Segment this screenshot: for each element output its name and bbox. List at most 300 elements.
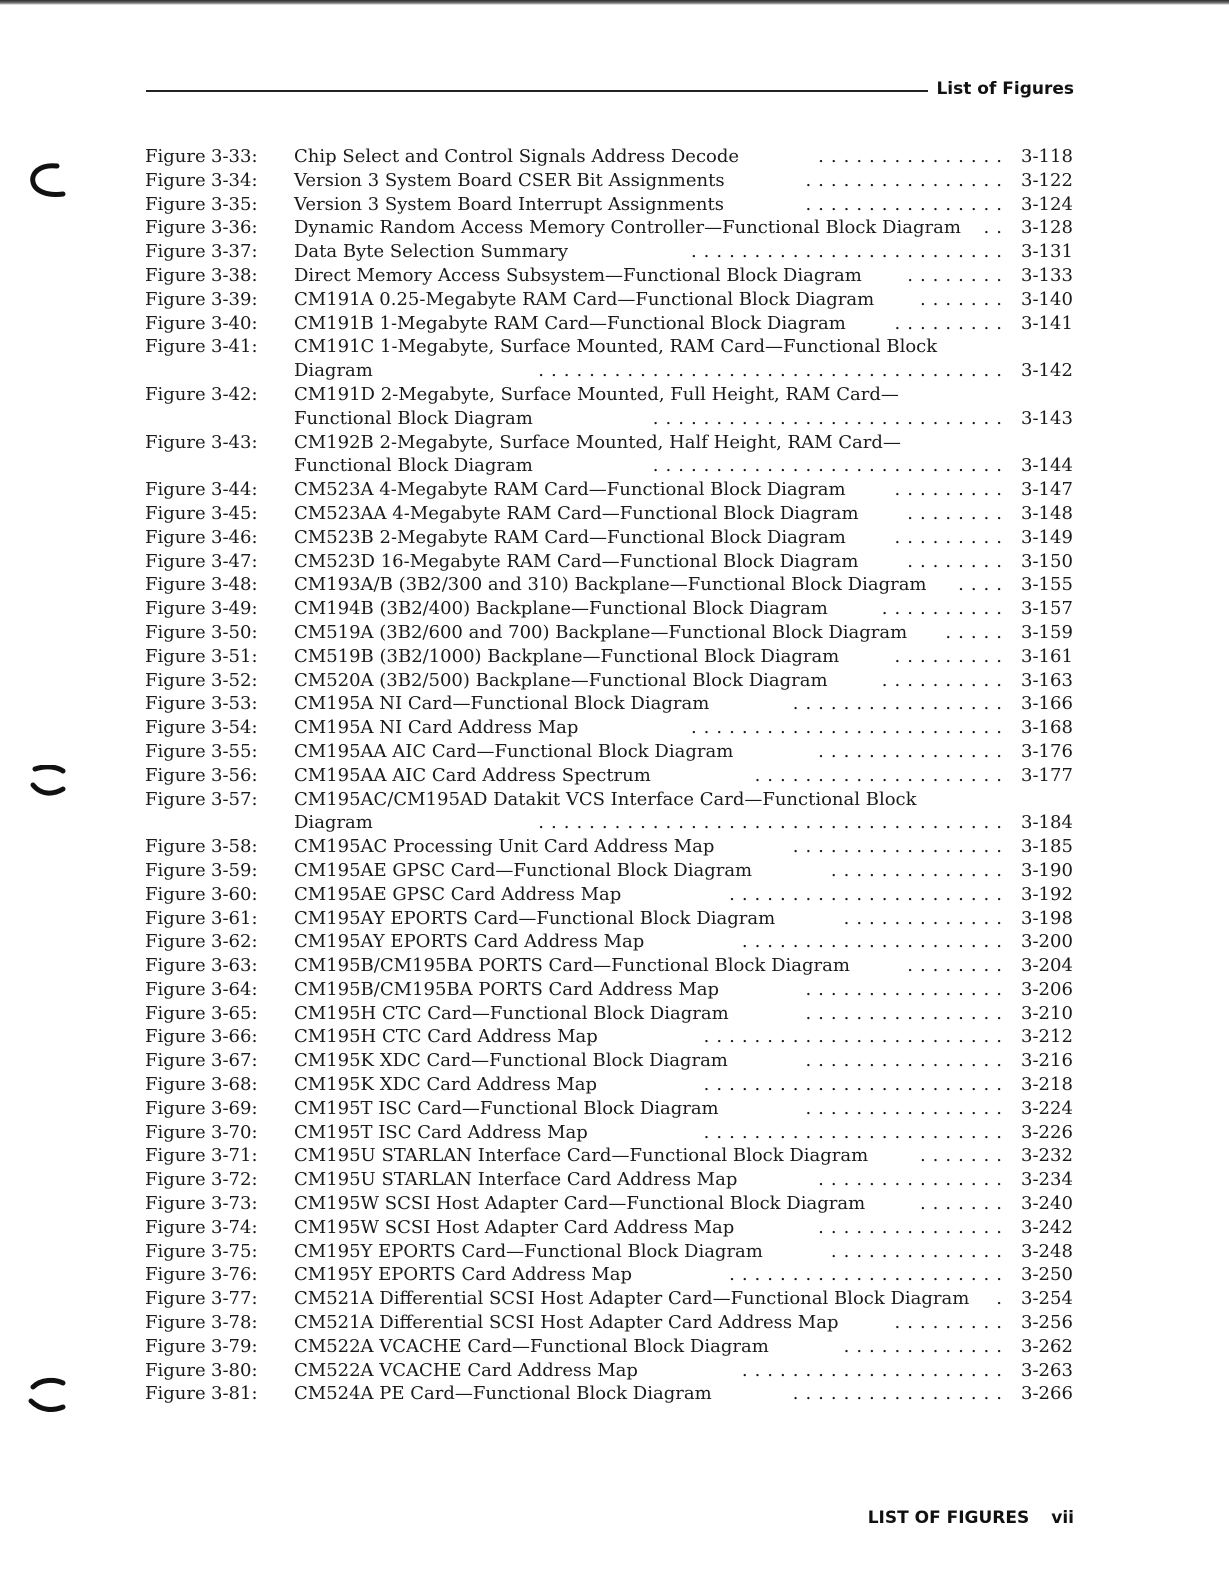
figure-label: Figure [145,859,206,881]
figure-title: CM195T ISC Card Address Map [294,1121,588,1143]
figure-page-ref: 3-190 [1021,859,1073,881]
figure-label: Figure [145,1145,206,1167]
figure-label: Figure [145,241,206,263]
leader-dots: ............................ [652,455,1009,477]
figure-number: 3-55: [211,740,258,762]
leader-dots: ............. [843,1335,1009,1357]
leader-dots: ................. [792,1383,1009,1405]
figure-page-ref: 3-157 [1021,598,1073,620]
toc-row [0,716,1229,740]
figure-title: CM519B (3B2/1000) Backplane—Functional Block Diagram [294,645,840,667]
leader-dots: ..................................... [538,360,1009,382]
figure-title: CM195AA AIC Card—Functional Block Diagram [294,740,734,762]
leader-dots: ................ [805,193,1009,215]
leader-dots: ................ [805,1002,1009,1024]
figure-number: 3-35: [211,193,258,215]
figure-label: Figure [145,1193,206,1215]
figure-label: Figure [145,193,206,215]
figure-title: CM195Y EPORTS Card Address Map [294,1264,633,1286]
toc-row [0,502,1229,526]
figure-title: CM195AE GPSC Card—Functional Block Diagram [294,859,753,881]
figure-title: CM195K XDC Card Address Map [294,1074,598,1096]
figure-title: CM523A 4-Megabyte RAM Card—Functional Block Diagram [294,479,846,501]
figure-label: Figure [145,312,206,334]
figure-number: 3-79: [211,1335,258,1357]
figure-label: Figure [145,1169,206,1191]
figure-page-ref: 3-250 [1021,1264,1073,1286]
figure-title: Version 3 System Board CSER Bit Assignments [294,169,725,191]
toc-row [0,954,1229,978]
figure-number: 3-77: [211,1288,258,1310]
figure-number: 3-63: [211,955,258,977]
figure-title: CM195AA AIC Card Address Spectrum [294,764,651,786]
leader-dots: ..................................... [538,812,1009,834]
figure-label: Figure [145,764,206,786]
toc-row [0,193,1229,217]
footer-section-title: LIST OF FIGURES [867,1508,1030,1528]
figure-number: 3-72: [211,1169,258,1191]
toc-row [0,835,1229,859]
figure-number: 3-64: [211,978,258,1000]
toc-row [0,907,1229,931]
leader-dots: ......... [894,645,1009,667]
toc-row [0,1168,1229,1192]
figure-label: Figure [145,383,206,405]
figure-title: CM195Y EPORTS Card—Functional Block Diagram [294,1240,763,1262]
figure-title: CM522A VCACHE Card Address Map [294,1359,638,1381]
figure-page-ref: 3-184 [1021,812,1073,834]
figure-label: Figure [145,1240,206,1262]
figure-title: CM523AA 4-Megabyte RAM Card—Functional Block Diagram [294,502,859,524]
toc-row [0,1121,1229,1145]
figure-page-ref: 3-177 [1021,764,1073,786]
figure-number: 3-44: [211,479,258,501]
figure-page-ref: 3-128 [1021,217,1073,239]
figure-label: Figure [145,1335,206,1357]
leader-dots: ..... [945,621,1009,643]
figure-number: 3-47: [211,550,258,572]
figure-title: Functional Block Diagram [294,455,533,477]
figure-title: CM195AE GPSC Card Address Map [294,883,622,905]
toc-row [0,740,1229,764]
figure-number: 3-51: [211,645,258,667]
figure-title: Diagram [294,812,373,834]
figure-title: CM191B 1-Megabyte RAM Card—Functional Block Diagram [294,312,846,334]
figure-number: 3-57: [211,788,258,810]
figure-number: 3-52: [211,669,258,691]
figure-title: Version 3 System Board Interrupt Assignments [294,193,724,215]
figure-number: 3-40: [211,312,258,334]
figure-page-ref: 3-142 [1021,360,1073,382]
figure-page-ref: 3-200 [1021,931,1073,953]
figure-page-ref: 3-224 [1021,1097,1073,1119]
figure-page-ref: 3-122 [1021,169,1073,191]
figure-page-ref: 3-256 [1021,1312,1073,1334]
figure-page-ref: 3-242 [1021,1216,1073,1238]
leader-dots: ......... [894,479,1009,501]
figure-page-ref: 3-166 [1021,693,1073,715]
figure-label: Figure [145,788,206,810]
figure-title: CM521A Differential SCSI Host Adapter Card—Functional Block Diagram [294,1288,970,1310]
leader-dots: ........................ [703,1121,1009,1143]
figure-page-ref: 3-206 [1021,978,1073,1000]
figure-page-ref: 3-192 [1021,883,1073,905]
leader-dots: ................. [792,693,1009,715]
figure-title: CM195H CTC Card—Functional Block Diagram [294,1002,729,1024]
figure-label: Figure [145,1312,206,1334]
figure-number: 3-56: [211,764,258,786]
leader-dots: ................ [805,1050,1009,1072]
figure-label: Figure [145,431,206,453]
figure-page-ref: 3-216 [1021,1050,1073,1072]
figure-label: Figure [145,621,206,643]
figure-page-ref: 3-133 [1021,264,1073,286]
figure-title: CM195AY EPORTS Card Address Map [294,931,645,953]
toc-row [0,216,1229,240]
figure-number: 3-68: [211,1074,258,1096]
toc-row [0,669,1229,693]
toc-row [0,526,1229,550]
leader-dots: ............... [818,1169,1009,1191]
leader-dots: .......... [881,598,1009,620]
figure-number: 3-70: [211,1121,258,1143]
leader-dots: ...................... [729,883,1009,905]
figure-page-ref: 3-248 [1021,1240,1073,1262]
toc-row [0,478,1229,502]
leader-dots: ....... [919,288,1009,310]
leader-dots: ......... [894,526,1009,548]
leader-dots: . [996,1288,1009,1310]
figure-number: 3-39: [211,288,258,310]
figure-number: 3-53: [211,693,258,715]
toc-row [0,312,1229,336]
figure-number: 3-69: [211,1097,258,1119]
figure-title: CM191D 2-Megabyte, Surface Mounted, Full Height, RAM Card— [294,383,899,405]
figure-page-ref: 3-262 [1021,1335,1073,1357]
leader-dots: ......... [894,312,1009,334]
figure-page-ref: 3-234 [1021,1169,1073,1191]
figure-number: 3-48: [211,574,258,596]
leader-dots: .............. [830,1240,1009,1262]
toc-row [0,431,1229,455]
figure-page-ref: 3-144 [1021,455,1073,477]
figure-number: 3-33: [211,146,258,167]
toc-row [0,1263,1229,1287]
figure-page-ref: 3-218 [1021,1074,1073,1096]
figure-number: 3-36: [211,217,258,239]
figure-number: 3-75: [211,1240,258,1262]
figure-title: CM195B/CM195BA PORTS Card Address Map [294,978,720,1000]
figure-page-ref: 3-185 [1021,836,1073,858]
leader-dots: ............. [843,907,1009,929]
figure-number: 3-67: [211,1050,258,1072]
figure-label: Figure [145,978,206,1000]
toc-row [0,550,1229,574]
figure-label: Figure [145,1288,206,1310]
figure-title: CM193A/B (3B2/300 and 310) Backplane—Functional Block Diagram [294,574,927,596]
leader-dots: ......................... [690,717,1009,739]
figure-label: Figure [145,146,206,167]
figure-number: 3-50: [211,621,258,643]
toc-row [0,764,1229,788]
toc-row [0,1335,1229,1359]
figure-page-ref: 3-232 [1021,1145,1073,1167]
figure-label: Figure [145,336,206,358]
leader-dots: .......... [881,669,1009,691]
figure-label: Figure [145,836,206,858]
toc-row [0,1049,1229,1073]
figure-title: CM195K XDC Card—Functional Block Diagram [294,1050,728,1072]
figure-number: 3-59: [211,859,258,881]
figure-title: CM195AC Processing Unit Card Address Map [294,836,715,858]
figure-label: Figure [145,907,206,929]
leader-dots: ................ [805,978,1009,1000]
figure-title: CM195B/CM195BA PORTS Card—Functional Block Diagram [294,955,850,977]
toc-row [0,145,1229,169]
leader-dots: ..................... [741,1359,1009,1381]
figure-page-ref: 3-240 [1021,1193,1073,1215]
leader-dots: ........................ [703,1074,1009,1096]
figure-label: Figure [145,1050,206,1072]
figure-number: 3-80: [211,1359,258,1381]
figure-page-ref: 3-150 [1021,550,1073,572]
scan-edge [0,0,1229,5]
toc-row [0,169,1229,193]
figure-label: Figure [145,1383,206,1405]
leader-dots: ................ [805,169,1009,191]
figure-label: Figure [145,479,206,501]
figure-number: 3-76: [211,1264,258,1286]
figure-number: 3-34: [211,169,258,191]
figure-label: Figure [145,693,206,715]
figure-label: Figure [145,526,206,548]
figure-title: CM523B 2-Megabyte RAM Card—Functional Block Diagram [294,526,846,548]
leader-dots: ........ [907,264,1009,286]
figure-label: Figure [145,1097,206,1119]
figure-label: Figure [145,288,206,310]
figure-number: 3-49: [211,598,258,620]
figure-page-ref: 3-254 [1021,1288,1073,1310]
figure-page-ref: 3-147 [1021,479,1073,501]
figure-title: CM195A NI Card Address Map [294,717,579,739]
figure-title: CM523D 16-Megabyte RAM Card—Functional Block Diagram [294,550,859,572]
toc-row [0,1002,1229,1026]
figure-label: Figure [145,669,206,691]
toc-row [0,1240,1229,1264]
figure-title: CM195W SCSI Host Adapter Card—Functional Block Diagram [294,1193,866,1215]
figure-number: 3-46: [211,526,258,548]
figure-number: 3-43: [211,431,258,453]
toc-row [0,1287,1229,1311]
figure-page-ref: 3-118 [1021,146,1073,167]
figure-title: CM522A VCACHE Card—Functional Block Diagram [294,1335,769,1357]
figure-title: Data Byte Selection Summary [294,241,569,263]
figure-page-ref: 3-131 [1021,241,1073,263]
figure-number: 3-38: [211,264,258,286]
toc-row [0,359,1229,383]
page-number: vii [1051,1508,1074,1528]
toc-row [0,621,1229,645]
figure-number: 3-58: [211,836,258,858]
toc-row [0,573,1229,597]
toc-row [0,335,1229,359]
figure-page-ref: 3-266 [1021,1383,1073,1405]
figure-number: 3-61: [211,907,258,929]
figure-title: Diagram [294,360,373,382]
figure-title: CM195T ISC Card—Functional Block Diagram [294,1097,719,1119]
leader-dots: ............... [818,740,1009,762]
figure-title: CM195U STARLAN Interface Card—Functional Block Diagram [294,1145,869,1167]
figure-number: 3-71: [211,1145,258,1167]
figure-number: 3-41: [211,336,258,358]
figure-page-ref: 3-198 [1021,907,1073,929]
figure-number: 3-74: [211,1216,258,1238]
figure-title: CM521A Differential SCSI Host Adapter Card Address Map [294,1312,839,1334]
figure-title: CM195A NI Card—Functional Block Diagram [294,693,710,715]
figure-label: Figure [145,955,206,977]
toc-row [0,454,1229,478]
figure-page-ref: 3-141 [1021,312,1073,334]
figure-number: 3-62: [211,931,258,953]
figure-title: CM519A (3B2/600 and 700) Backplane—Functional Block Diagram [294,621,908,643]
figure-label: Figure [145,931,206,953]
toc-row [0,288,1229,312]
figure-page-ref: 3-124 [1021,193,1073,215]
figure-page-ref: 3-176 [1021,740,1073,762]
leader-dots: ......................... [690,241,1009,263]
toc-row [0,859,1229,883]
figure-page-ref: 3-161 [1021,645,1073,667]
figure-title: Chip Select and Control Signals Address Decode [294,146,740,167]
running-header: List of Figures [936,79,1074,99]
list-of-figures [0,145,1229,1406]
figure-number: 3-66: [211,1026,258,1048]
figure-page-ref: 3-163 [1021,669,1073,691]
figure-page-ref: 3-155 [1021,574,1073,596]
figure-page-ref: 3-140 [1021,288,1073,310]
figure-page-ref: 3-263 [1021,1359,1073,1381]
toc-row [0,1216,1229,1240]
leader-dots: .............. [830,859,1009,881]
header-rule [146,90,928,92]
toc-row [0,240,1229,264]
figure-number: 3-60: [211,883,258,905]
figure-label: Figure [145,1026,206,1048]
toc-row [0,1382,1229,1406]
figure-page-ref: 3-204 [1021,955,1073,977]
figure-title: CM195U STARLAN Interface Card Address Map [294,1169,738,1191]
figure-title: Dynamic Random Access Memory Controller—Functional Block Diagram [294,217,961,239]
figure-page-ref: 3-226 [1021,1121,1073,1143]
figure-label: Figure [145,217,206,239]
leader-dots: ................. [792,836,1009,858]
toc-row [0,407,1229,431]
toc-row [0,1025,1229,1049]
figure-title: Direct Memory Access Subsystem—Functional Block Diagram [294,264,862,286]
toc-row [0,1144,1229,1168]
figure-title: CM192B 2-Megabyte, Surface Mounted, Half Height, RAM Card— [294,431,901,453]
figure-title: CM520A (3B2/500) Backplane—Functional Block Diagram [294,669,828,691]
figure-number: 3-45: [211,502,258,524]
figure-label: Figure [145,1216,206,1238]
figure-label: Figure [145,883,206,905]
toc-row [0,383,1229,407]
leader-dots: ........ [907,550,1009,572]
figure-number: 3-73: [211,1193,258,1215]
figure-title: Functional Block Diagram [294,407,533,429]
figure-label: Figure [145,1121,206,1143]
toc-row [0,264,1229,288]
figure-number: 3-54: [211,717,258,739]
figure-label: Figure [145,645,206,667]
figure-page-ref: 3-159 [1021,621,1073,643]
leader-dots: ....... [919,1193,1009,1215]
leader-dots: ..................... [741,931,1009,953]
figure-label: Figure [145,1359,206,1381]
page-footer [868,1508,1074,1528]
figure-page-ref: 3-212 [1021,1026,1073,1048]
figure-number: 3-42: [211,383,258,405]
leader-dots: ............... [818,146,1009,167]
leader-dots: ....... [919,1145,1009,1167]
figure-page-ref: 3-210 [1021,1002,1073,1024]
toc-row [0,645,1229,669]
leader-dots: ............................ [652,407,1009,429]
figure-number: 3-81: [211,1383,258,1405]
leader-dots: ............... [818,1216,1009,1238]
figure-page-ref: 3-168 [1021,717,1073,739]
figure-number: 3-65: [211,1002,258,1024]
figure-title: CM195W SCSI Host Adapter Card Address Map [294,1216,735,1238]
toc-row [0,978,1229,1002]
figure-label: Figure [145,502,206,524]
figure-label: Figure [145,550,206,572]
toc-row [0,1073,1229,1097]
leader-dots: ...................... [729,1264,1009,1286]
toc-row [0,811,1229,835]
figure-label: Figure [145,264,206,286]
figure-number: 3-78: [211,1312,258,1334]
figure-label: Figure [145,598,206,620]
leader-dots: .................... [754,764,1009,786]
leader-dots: .. [983,217,1009,239]
figure-page-ref: 3-149 [1021,526,1073,548]
figure-title: CM524A PE Card—Functional Block Diagram [294,1383,712,1405]
toc-row [0,692,1229,716]
toc-row [0,1097,1229,1121]
figure-label: Figure [145,574,206,596]
figure-title: CM195H CTC Card Address Map [294,1026,598,1048]
figure-label: Figure [145,1264,206,1286]
figure-page-ref: 3-148 [1021,502,1073,524]
figure-title: CM191A 0.25-Megabyte RAM Card—Functional Block Diagram [294,288,875,310]
figure-page-ref: 3-143 [1021,407,1073,429]
toc-row [0,883,1229,907]
figure-number: 3-37: [211,241,258,263]
figure-title: CM195AC/CM195AD Datakit VCS Interface Card—Functional Block [294,788,917,810]
figure-label: Figure [145,740,206,762]
figure-label: Figure [145,169,206,191]
figure-label: Figure [145,1002,206,1024]
leader-dots: .... [958,574,1009,596]
figure-title: CM195AY EPORTS Card—Functional Block Diagram [294,907,776,929]
figure-title: CM191C 1-Megabyte, Surface Mounted, RAM Card—Functional Block [294,336,938,358]
leader-dots: ........ [907,502,1009,524]
toc-row [0,1311,1229,1335]
figure-title: CM194B (3B2/400) Backplane—Functional Block Diagram [294,598,828,620]
figure-label: Figure [145,717,206,739]
toc-row [0,1359,1229,1383]
